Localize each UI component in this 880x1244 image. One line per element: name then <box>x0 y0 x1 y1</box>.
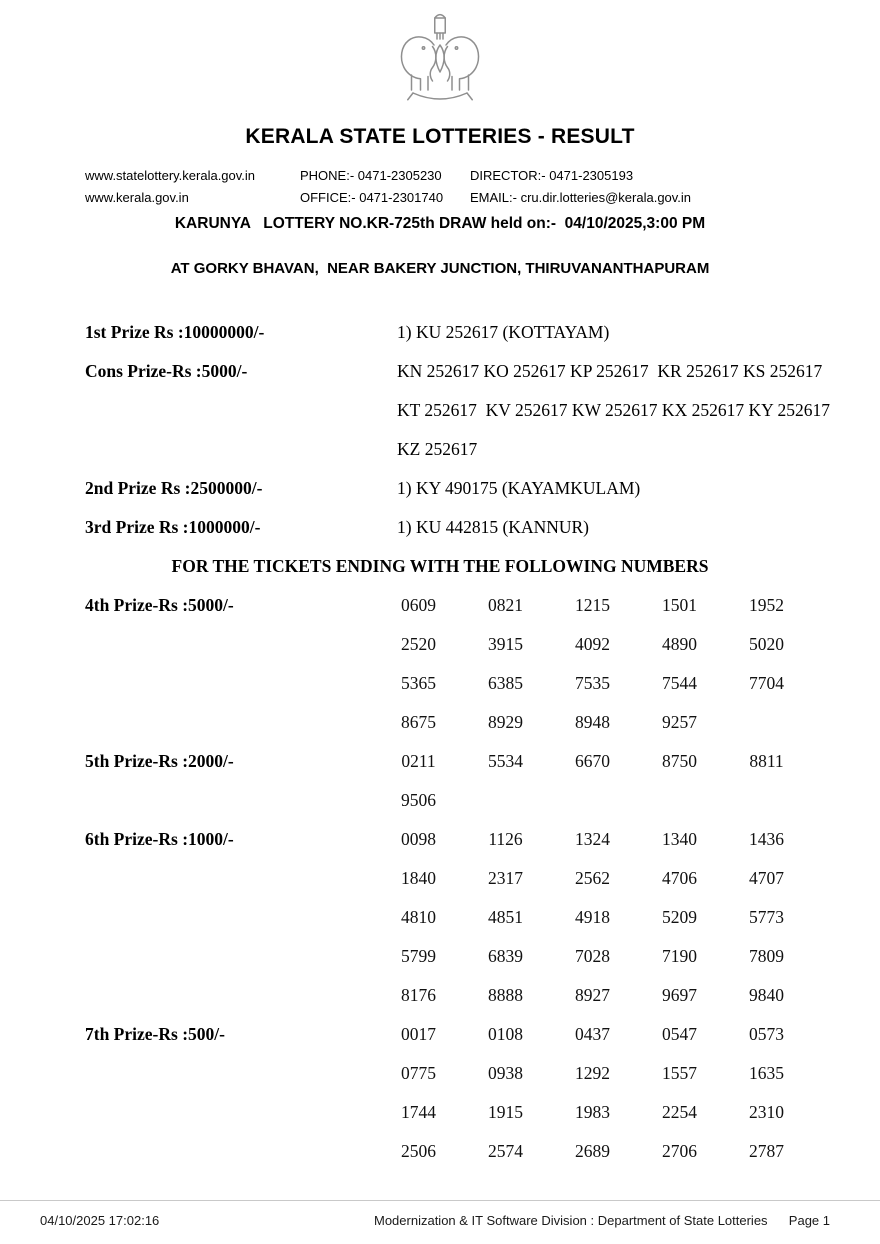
ticket-ending-number: 5020 <box>749 634 784 654</box>
ticket-ending-number: 0437 <box>575 1024 610 1044</box>
ticket-ending-number: 1215 <box>575 595 610 615</box>
ticket-ending-number: 0821 <box>488 595 523 615</box>
ticket-ending-number: 7704 <box>749 673 784 693</box>
sixth-prize-label: 6th Prize-Rs :1000/- <box>85 829 234 849</box>
ticket-ending-number: 7028 <box>575 946 610 966</box>
ticket-ending-number: 1340 <box>662 829 697 849</box>
ticket-ending-number: 7535 <box>575 673 610 693</box>
page-header <box>0 6 880 277</box>
fourth-prize-label: 4th Prize-Rs :5000/- <box>85 595 234 615</box>
ticket-ending-number: 1436 <box>749 829 784 849</box>
kerala-state-emblem-graphic <box>395 6 485 108</box>
ticket-ending-number: 2520 <box>401 634 436 654</box>
ticket-ending-number: 1557 <box>662 1063 697 1083</box>
ticket-ending-number: 8811 <box>749 751 784 771</box>
ticket-ending-number: 2317 <box>488 868 523 888</box>
ending-numbers-heading: FOR THE TICKETS ENDING WITH THE FOLLOWING NUMBERS <box>171 556 709 576</box>
first-prize-winner: 1) KU 252617 (KOTTAYAM) <box>397 322 610 342</box>
ticket-ending-number: 4092 <box>575 634 610 654</box>
ticket-ending-number: 4810 <box>401 907 436 927</box>
ticket-ending-number: 0938 <box>488 1063 523 1083</box>
ticket-ending-number: 0108 <box>488 1024 523 1044</box>
ticket-ending-number: 5799 <box>401 946 436 966</box>
ticket-ending-number: 9506 <box>401 790 436 810</box>
ticket-ending-number: 7190 <box>662 946 697 966</box>
results-body <box>85 313 845 1171</box>
ticket-ending-number: 1501 <box>662 595 697 615</box>
ticket-ending-number: 2574 <box>488 1141 523 1161</box>
ticket-ending-number: 7809 <box>749 946 784 966</box>
ticket-ending-number: 8176 <box>401 985 436 1005</box>
page-title: KERALA STATE LOTTERIES - RESULT <box>245 125 635 148</box>
third-prize-winner: 1) KU 442815 (KANNUR) <box>397 517 589 537</box>
ticket-ending-number: 1915 <box>488 1102 523 1122</box>
ticket-ending-number: 0547 <box>662 1024 697 1044</box>
consolation-prize-winners <box>375 352 830 469</box>
second-prize-winner: 1) KY 490175 (KAYAMKULAM) <box>397 478 641 498</box>
director-number: DIRECTOR:- 0471-2305193 <box>470 168 634 183</box>
ticket-ending-number: 2254 <box>662 1102 697 1122</box>
draw-title: KARUNYA LOTTERY NO.KR-725th DRAW held on:- 04/10/2025,3:00 PM <box>174 215 706 232</box>
fifth-prize-label: 5th Prize-Rs :2000/- <box>85 751 234 771</box>
ticket-ending-number: 4890 <box>662 634 697 654</box>
second-prize-row <box>85 469 845 508</box>
ticket-ending-number: 5534 <box>488 751 523 771</box>
ticket-ending-number: 0775 <box>401 1063 436 1083</box>
ticket-ending-number: 1840 <box>401 868 436 888</box>
fifth-prize-numbers <box>375 742 810 820</box>
consolation-winners-line: KT 252617 KV 252617 KW 252617 KX 252617 KY 252617 <box>397 400 830 420</box>
fourth-prize-row <box>85 586 845 742</box>
seventh-prize-label: 7th Prize-Rs :500/- <box>85 1024 225 1044</box>
fifth-prize-row <box>85 742 845 820</box>
ticket-ending-number: 5209 <box>662 907 697 927</box>
ticket-ending-number: 1635 <box>749 1063 784 1083</box>
ticket-ending-number: 0017 <box>401 1024 436 1044</box>
ticket-ending-number: 0211 <box>401 751 436 771</box>
ticket-ending-number: 9697 <box>662 985 697 1005</box>
print-timestamp: 04/10/2025 17:02:16 <box>40 1213 160 1228</box>
ticket-ending-number: 1952 <box>749 595 784 615</box>
kerala-state-emblem <box>0 6 880 113</box>
ticket-ending-number: 5365 <box>401 673 436 693</box>
fourth-prize-numbers <box>375 586 810 742</box>
ticket-ending-number: 4706 <box>662 868 697 888</box>
ticket-ending-number: 8929 <box>488 712 523 732</box>
website-secondary: www.kerala.gov.in <box>85 190 189 205</box>
page-footer <box>0 1200 880 1244</box>
ticket-ending-number: 0573 <box>749 1024 784 1044</box>
ticket-ending-number: 6385 <box>488 673 523 693</box>
ticket-ending-number: 2706 <box>662 1141 697 1161</box>
division-credit: Modernization & IT Software Division : Department of State Lotteries <box>374 1213 768 1228</box>
ticket-ending-number: 2689 <box>575 1141 610 1161</box>
email-address: EMAIL:- cru.dir.lotteries@kerala.gov.in <box>470 190 692 205</box>
first-prize-label: 1st Prize Rs :10000000/- <box>85 322 265 342</box>
ticket-ending-number: 1126 <box>488 829 523 849</box>
ticket-ending-number: 8888 <box>488 985 523 1005</box>
second-prize-label: 2nd Prize Rs :2500000/- <box>85 478 263 498</box>
consolation-winners-line: KN 252617 KO 252617 KP 252617 KR 252617 KS 252617 <box>397 361 823 381</box>
third-prize-label: 3rd Prize Rs :1000000/- <box>85 517 261 537</box>
ticket-ending-number: 8675 <box>401 712 436 732</box>
ticket-ending-number: 8750 <box>662 751 697 771</box>
contact-info <box>85 167 725 207</box>
page-number: Page 1 <box>788 1213 830 1228</box>
sixth-prize-row <box>85 820 845 1015</box>
ticket-ending-number: 4707 <box>749 868 784 888</box>
ticket-ending-number: 8948 <box>575 712 610 732</box>
ticket-ending-number: 1292 <box>575 1063 610 1083</box>
ticket-ending-number: 8927 <box>575 985 610 1005</box>
ticket-ending-number: 4851 <box>488 907 523 927</box>
first-prize-row <box>85 313 845 352</box>
ticket-ending-number: 5773 <box>749 907 784 927</box>
draw-venue: AT GORKY BHAVAN, NEAR BAKERY JUNCTION, THIRUVANANTHAPURAM <box>170 260 710 277</box>
ticket-ending-number: 1744 <box>401 1102 436 1122</box>
ticket-ending-number: 2787 <box>749 1141 784 1161</box>
ticket-ending-number: 1324 <box>575 829 610 849</box>
seventh-prize-numbers <box>375 1015 810 1171</box>
ticket-ending-number: 6839 <box>488 946 523 966</box>
seventh-prize-row <box>85 1015 845 1171</box>
consolation-winners-line: KZ 252617 <box>397 439 478 459</box>
phone-number: PHONE:- 0471-2305230 <box>300 168 442 183</box>
ticket-ending-number: 2562 <box>575 868 610 888</box>
office-number: OFFICE:- 0471-2301740 <box>300 190 444 205</box>
third-prize-row <box>85 508 845 547</box>
ticket-ending-number: 9257 <box>662 712 697 732</box>
consolation-prize-row <box>85 352 845 469</box>
website-primary: www.statelottery.kerala.gov.in <box>85 168 256 183</box>
ticket-ending-number: 3915 <box>488 634 523 654</box>
ticket-ending-number: 2506 <box>401 1141 436 1161</box>
ticket-ending-number: 4918 <box>575 907 610 927</box>
ticket-ending-number: 1983 <box>575 1102 610 1122</box>
ticket-ending-number: 6670 <box>575 751 610 771</box>
ticket-ending-number: 0098 <box>401 829 436 849</box>
ticket-ending-number: 0609 <box>401 595 436 615</box>
sixth-prize-numbers <box>375 820 810 1015</box>
consolation-prize-label: Cons Prize-Rs :5000/- <box>85 361 248 381</box>
ticket-ending-number: 2310 <box>749 1102 784 1122</box>
ticket-ending-number: 7544 <box>662 673 697 693</box>
ticket-ending-number: 9840 <box>749 985 784 1005</box>
